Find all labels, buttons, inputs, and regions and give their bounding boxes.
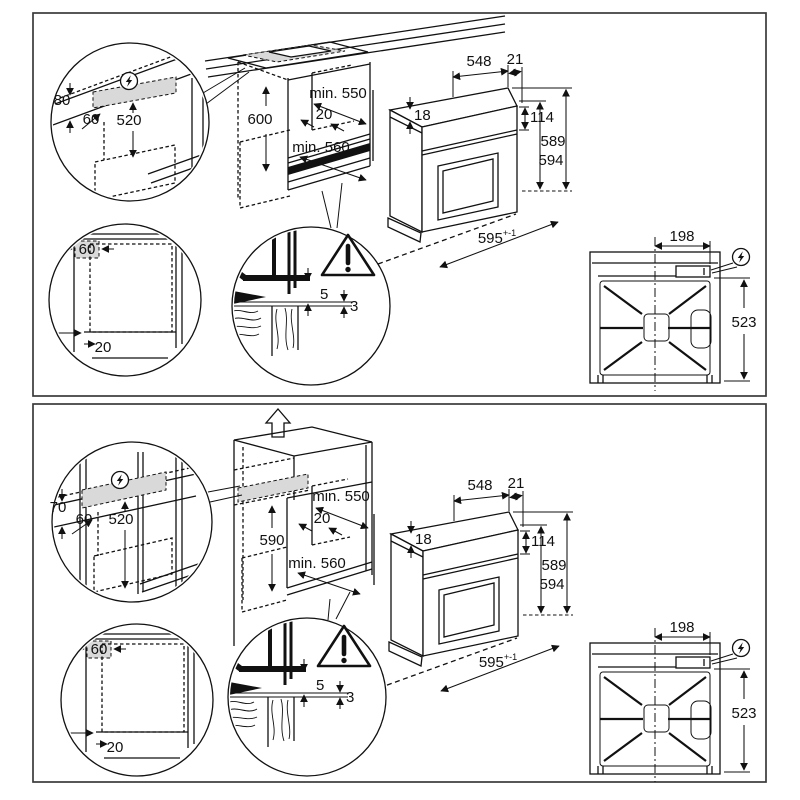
corner-clearance-callout [49, 224, 201, 376]
dim-niche-width: min. 560 [288, 555, 346, 572]
callout-pointer [322, 183, 342, 228]
worktop [205, 16, 505, 77]
dim-niche-depth: min. 550 [312, 488, 370, 505]
dim-niche-width: min. 560 [292, 139, 350, 156]
panel-top [33, 13, 766, 396]
oven-rear-view [590, 619, 757, 782]
tall-cabinet [234, 427, 372, 646]
power-connection-callout-top [50, 43, 209, 201]
dim-recess-inset: 60 [75, 511, 93, 528]
dim-recess-inset: 60 [82, 111, 100, 128]
dim-recess-depth: 70 [49, 499, 67, 516]
power-connection-callout-bottom [50, 442, 212, 602]
dim-recess-height: 520 [116, 112, 142, 129]
dim-niche-depth: min. 550 [309, 85, 367, 102]
oven-drawing [373, 51, 572, 267]
oven-rear-view [590, 228, 757, 391]
callout-pointer [203, 68, 249, 104]
dim-niche-height: 590 [259, 532, 285, 549]
oven-drawing [374, 475, 573, 691]
power-supply-icon [112, 472, 129, 489]
vent-clearance-callout [224, 618, 386, 776]
base-cabinet [238, 62, 370, 208]
callout-pointer [328, 592, 350, 620]
panel-bottom [33, 404, 766, 782]
dim-niche-clearance: 20 [315, 106, 333, 123]
dim-niche-height: 600 [247, 111, 273, 128]
dim-recess-depth: 80 [53, 92, 71, 109]
power-supply-icon [121, 73, 138, 90]
dim-recess-height: 520 [108, 511, 134, 528]
dim-niche-clearance: 20 [313, 510, 331, 527]
callout-pointer [208, 486, 242, 502]
corner-clearance-callout [61, 624, 213, 776]
vent-clearance-callout [228, 227, 390, 385]
power-recess-zone [238, 474, 308, 502]
